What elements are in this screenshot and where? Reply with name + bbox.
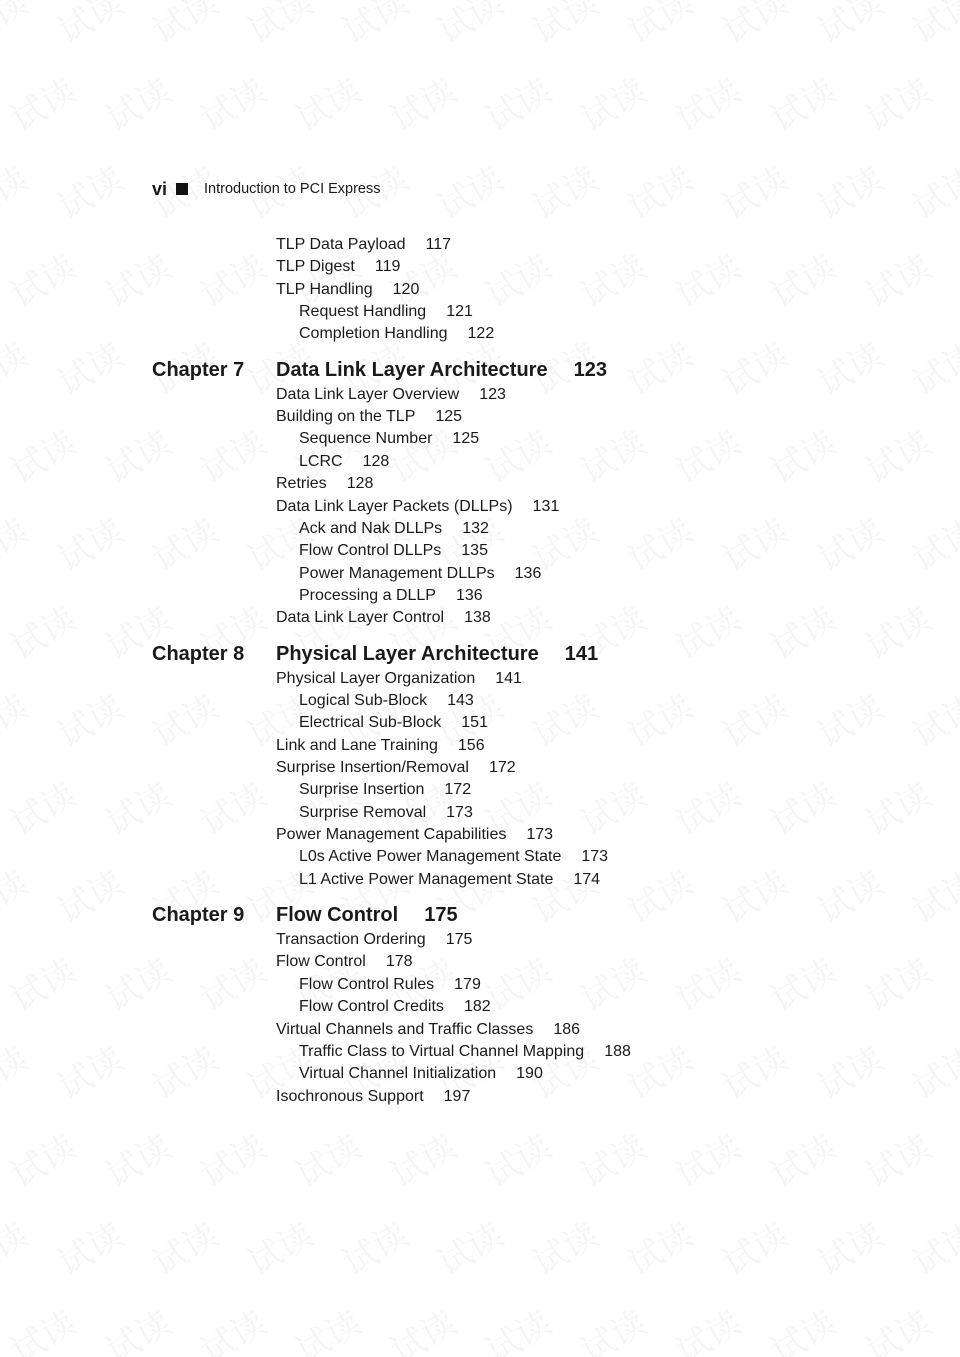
toc-entry-title: Building on the TLP: [276, 408, 416, 426]
chapter-page: 141: [564, 642, 599, 665]
toc-entry: [276, 824, 553, 846]
watermark-text: [712, 680, 795, 756]
watermark-text: [807, 856, 890, 932]
watermark-text: [380, 1120, 463, 1196]
watermark-text: [142, 504, 225, 580]
watermark-text: [950, 592, 960, 668]
toc-subentry: [299, 428, 479, 450]
toc-entry-page: 143: [447, 691, 474, 709]
watermark-text: [0, 1208, 36, 1284]
chapter-label: Chapter 7: [152, 358, 245, 381]
toc-entry: [276, 668, 522, 690]
toc-subentry: [299, 540, 488, 562]
watermark-text: [902, 504, 960, 580]
toc-entry-title: LCRC: [299, 452, 343, 470]
toc-entry-page: 138: [464, 609, 491, 627]
watermark-text: [0, 768, 83, 844]
watermark-text: [570, 416, 653, 492]
watermark-text: [285, 1120, 368, 1196]
toc-entry-page: 173: [581, 848, 609, 866]
toc-entry-title: Retries: [276, 475, 327, 493]
watermark-text: [237, 1208, 320, 1284]
watermark-text: [0, 504, 36, 580]
chapter-title: [276, 902, 458, 928]
watermark-text: [617, 504, 700, 580]
toc-entry-title: Flow Control Rules: [299, 975, 435, 993]
toc-entry-title: Virtual Channels and Traffic Classes: [276, 1020, 534, 1038]
watermark-text: [665, 768, 748, 844]
toc-subentry: [299, 996, 491, 1018]
toc-entry-page: 174: [573, 870, 601, 888]
watermark-text: [47, 856, 130, 932]
toc-entry-page: 125: [435, 408, 463, 426]
watermark-text: [712, 152, 795, 228]
watermark-text: [0, 0, 36, 53]
toc-entry-title: Flow Control: [276, 953, 366, 971]
watermark-text: [950, 768, 960, 844]
watermark-text: [855, 64, 938, 140]
watermark-text: [570, 240, 653, 316]
toc-subentry: [299, 563, 541, 585]
watermark-text: [95, 240, 178, 316]
toc-entry-title: Link and Lane Training: [276, 736, 438, 754]
toc-subentry: [299, 1063, 543, 1085]
watermark-text: [760, 416, 843, 492]
watermark-text: [95, 64, 178, 140]
toc-entry-title: Flow Control Credits: [299, 998, 444, 1016]
watermark-text: [47, 504, 130, 580]
watermark-text: [712, 856, 795, 932]
watermark-text: [427, 0, 510, 53]
watermark-text: [712, 0, 795, 53]
toc-entry-page: 172: [444, 781, 472, 799]
toc-entry-page: 131: [532, 497, 560, 515]
watermark-text: [855, 768, 938, 844]
watermark-text: [760, 240, 843, 316]
toc-entry-page: 121: [446, 303, 473, 321]
toc-entry-title: TLP Handling: [276, 280, 373, 298]
toc-subentry: [299, 323, 494, 345]
watermark-text: [617, 680, 700, 756]
watermark-text: [950, 1296, 960, 1357]
toc-entry-page: 156: [457, 736, 485, 754]
watermark-text: [142, 1208, 225, 1284]
watermark-text: [950, 416, 960, 492]
toc-entry-page: 132: [462, 519, 489, 537]
watermark-text: [475, 240, 558, 316]
toc-entry-page: 179: [454, 975, 481, 993]
toc-entry-page: 128: [362, 452, 390, 470]
toc-entry: [276, 234, 451, 256]
toc-entry-page: 190: [516, 1065, 543, 1083]
toc-entry: [276, 735, 485, 757]
watermark-text: [950, 1120, 960, 1196]
watermark-text: [47, 1208, 130, 1284]
toc-entry-title: L0s Active Power Management State: [299, 848, 562, 866]
toc-entry-page: 117: [425, 236, 452, 253]
toc-entry-page: 125: [452, 430, 480, 448]
toc-subentry: [299, 974, 481, 996]
watermark-text: [902, 152, 960, 228]
watermark-text: [0, 592, 83, 668]
watermark-text: [807, 1032, 890, 1108]
watermark-text: [522, 1208, 605, 1284]
chapter-page: 175: [424, 904, 458, 927]
watermark-text: [0, 944, 83, 1020]
watermark-text: [902, 1208, 960, 1284]
toc-entry-page: 172: [488, 759, 516, 776]
toc-entry-page: 197: [443, 1087, 471, 1105]
watermark-text: [95, 768, 178, 844]
watermark-text: [190, 1120, 273, 1196]
toc-entry-title: Completion Handling: [299, 325, 448, 343]
watermark-text: [665, 1296, 748, 1357]
watermark-text: [0, 152, 36, 228]
watermark-text: [0, 64, 83, 140]
toc-entry-title: Electrical Sub-Block: [299, 714, 442, 732]
watermark-text: [570, 64, 653, 140]
watermark-text: [190, 416, 273, 492]
watermark-text: [47, 1032, 130, 1108]
watermark-text: [950, 944, 960, 1020]
watermark-text: [617, 1208, 700, 1284]
toc-entry-title: Surprise Insertion/Removal: [276, 759, 469, 776]
chapter-label: Chapter 9: [152, 904, 245, 927]
watermark-text: [570, 1120, 653, 1196]
watermark-text: [760, 64, 843, 140]
toc-entry: [276, 607, 491, 629]
watermark-text: [475, 1120, 558, 1196]
toc-entry-title: Processing a DLLP: [299, 586, 436, 604]
toc-entry-title: Surprise Insertion: [299, 781, 425, 799]
watermark-text: [95, 1296, 178, 1357]
watermark-text: [0, 240, 83, 316]
watermark-text: [475, 1296, 558, 1357]
watermark-text: [950, 240, 960, 316]
watermark-text: [665, 944, 748, 1020]
toc-subentry: [299, 869, 600, 891]
watermark-text: [427, 1208, 510, 1284]
toc-subentry: [299, 712, 488, 734]
watermark-text: [807, 328, 890, 404]
header-square-icon: [176, 183, 188, 195]
watermark-text: [237, 0, 320, 53]
watermark-text: [427, 152, 510, 228]
toc-entry: [276, 929, 472, 951]
watermark-text: [285, 64, 368, 140]
watermark-text: [902, 328, 960, 404]
watermark-text: [665, 1120, 748, 1196]
watermark-text: [902, 0, 960, 53]
toc-entry: [276, 473, 373, 495]
watermark-text: [0, 1296, 83, 1357]
toc-entry-page: 173: [446, 803, 473, 821]
toc-entry-page: 175: [445, 931, 473, 949]
watermark-text: [570, 944, 653, 1020]
chapter-title-text: Data Link Layer Architecture: [276, 358, 548, 381]
toc-entry-title: Virtual Channel Initialization: [299, 1065, 497, 1083]
watermark-text: [0, 856, 36, 932]
watermark-text: [760, 1120, 843, 1196]
chapter-title-text: Physical Layer Architecture: [276, 642, 539, 665]
toc-entry: [276, 757, 516, 779]
watermark-text: [190, 240, 273, 316]
watermark-text: [712, 1208, 795, 1284]
toc-entry-page: 135: [461, 542, 488, 560]
toc-entry: [276, 384, 506, 406]
toc-entry: [276, 496, 559, 518]
toc-entry-title: Data Link Layer Packets (DLLPs): [276, 497, 513, 515]
watermark-text: [617, 152, 700, 228]
watermark-text: [95, 416, 178, 492]
toc-entry-page: 188: [604, 1042, 631, 1060]
toc-entry-title: TLP Data Payload: [276, 236, 406, 253]
watermark-text: [855, 1120, 938, 1196]
watermark-text: [0, 1120, 83, 1196]
toc-subentry: [299, 1041, 631, 1063]
watermark-text: [190, 1296, 273, 1357]
watermark-text: [0, 680, 36, 756]
toc-entry-title: Logical Sub-Block: [299, 691, 428, 709]
toc-entry: [276, 256, 400, 278]
watermark-text: [522, 680, 605, 756]
watermark-text: [570, 768, 653, 844]
toc-entry-page: 123: [479, 385, 506, 403]
watermark-text: [142, 1032, 225, 1108]
toc-entry-title: Power Management Capabilities: [276, 826, 507, 844]
watermark-text: [807, 504, 890, 580]
watermark-text: [760, 592, 843, 668]
toc-entry-page: 151: [461, 714, 488, 732]
watermark-text: [760, 1296, 843, 1357]
watermark-text: [47, 680, 130, 756]
watermark-text: [760, 944, 843, 1020]
toc-entry-page: 136: [455, 586, 483, 604]
toc-entry-page: 128: [346, 475, 374, 493]
toc-entry: [276, 406, 462, 428]
watermark-text: [902, 1032, 960, 1108]
running-header: [152, 176, 381, 202]
running-title: Introduction to PCI Express: [204, 181, 381, 197]
watermark-text: [332, 0, 415, 53]
watermark-text: [807, 1208, 890, 1284]
toc-entry: [276, 1086, 470, 1108]
page-number: vi: [152, 178, 168, 199]
toc-entry-page: 136: [514, 564, 542, 582]
watermark-text: [712, 328, 795, 404]
chapter-title: [276, 357, 607, 383]
toc-subentry: [299, 451, 389, 473]
toc-entry: [276, 279, 419, 301]
watermark-text: [855, 416, 938, 492]
watermark-text: [902, 680, 960, 756]
toc-subentry: [299, 585, 483, 607]
toc-subentry: [299, 301, 473, 323]
watermark-text: [0, 1032, 36, 1108]
watermark-text: [475, 64, 558, 140]
watermark-text: [617, 328, 700, 404]
watermark-text: [950, 64, 960, 140]
toc-entry-title: Ack and Nak DLLPs: [299, 519, 443, 537]
watermark-text: [475, 416, 558, 492]
watermark-text: [0, 328, 36, 404]
watermark-text: [665, 64, 748, 140]
watermark-text: [522, 0, 605, 53]
toc-entry-page: 119: [374, 258, 401, 276]
watermark-text: [0, 416, 83, 492]
toc-entry-page: 186: [553, 1020, 581, 1038]
watermark-text: [190, 64, 273, 140]
watermark-text: [142, 680, 225, 756]
watermark-text: [617, 856, 700, 932]
watermark-text: [47, 0, 130, 53]
watermark-text: [855, 944, 938, 1020]
watermark-text: [855, 592, 938, 668]
watermark-text: [47, 152, 130, 228]
toc-entry: [276, 951, 413, 973]
toc-subentry: [299, 690, 474, 712]
watermark-text: [285, 1296, 368, 1357]
watermark-text: [902, 856, 960, 932]
watermark-text: [522, 152, 605, 228]
toc-subentry: [299, 779, 471, 801]
toc-entry-title: Physical Layer Organization: [276, 669, 476, 687]
toc-entry-title: Data Link Layer Overview: [276, 385, 460, 403]
toc-subentry: [299, 846, 608, 868]
watermark-text: [47, 328, 130, 404]
watermark-text: [142, 0, 225, 53]
watermark-text: [807, 152, 890, 228]
toc-entry-title: Flow Control DLLPs: [299, 542, 442, 560]
chapter-title: [276, 641, 598, 667]
watermark-text: [617, 0, 700, 53]
watermark-text: [807, 0, 890, 53]
chapter-page: 123: [573, 358, 607, 381]
toc-entry-title: Transaction Ordering: [276, 931, 426, 949]
watermark-text: [855, 1296, 938, 1357]
watermark-text: [855, 240, 938, 316]
watermark-text: [712, 1032, 795, 1108]
toc-entry-page: 178: [385, 953, 413, 971]
toc-entry-title: Traffic Class to Virtual Channel Mapping: [299, 1042, 585, 1060]
toc-entry-title: Surprise Removal: [299, 803, 427, 821]
watermark-text: [665, 592, 748, 668]
toc-entry-page: 141: [495, 669, 522, 687]
toc-entry-title: Sequence Number: [299, 430, 433, 448]
toc-entry-page: 120: [392, 280, 420, 298]
watermark-text: [95, 1120, 178, 1196]
toc-entry-title: Isochronous Support: [276, 1087, 424, 1105]
toc-entry-title: TLP Digest: [276, 258, 355, 276]
toc-entry-page: 122: [467, 325, 495, 343]
toc-entry-title: L1 Active Power Management State: [299, 870, 554, 888]
chapter-title-text: Flow Control: [276, 904, 399, 927]
toc-entry: [276, 1019, 580, 1041]
watermark-text: [332, 1208, 415, 1284]
watermark-text: [665, 240, 748, 316]
watermark-text: [760, 768, 843, 844]
watermark-text: [807, 680, 890, 756]
watermark-text: [190, 944, 273, 1020]
chapter-label: Chapter 8: [152, 642, 245, 665]
toc-entry-page: 173: [526, 826, 554, 844]
toc-entry-title: Power Management DLLPs: [299, 564, 495, 582]
watermark-text: [190, 768, 273, 844]
watermark-text: [380, 1296, 463, 1357]
toc-subentry: [299, 802, 473, 824]
toc-entry-title: Data Link Layer Control: [276, 609, 445, 627]
toc-entry-page: 182: [463, 998, 491, 1016]
watermark-text: [712, 504, 795, 580]
toc-subentry: [299, 518, 489, 540]
watermark-text: [380, 64, 463, 140]
watermark-text: [665, 416, 748, 492]
watermark-text: [95, 944, 178, 1020]
watermark-text: [570, 1296, 653, 1357]
toc-entry-title: Request Handling: [299, 303, 427, 321]
